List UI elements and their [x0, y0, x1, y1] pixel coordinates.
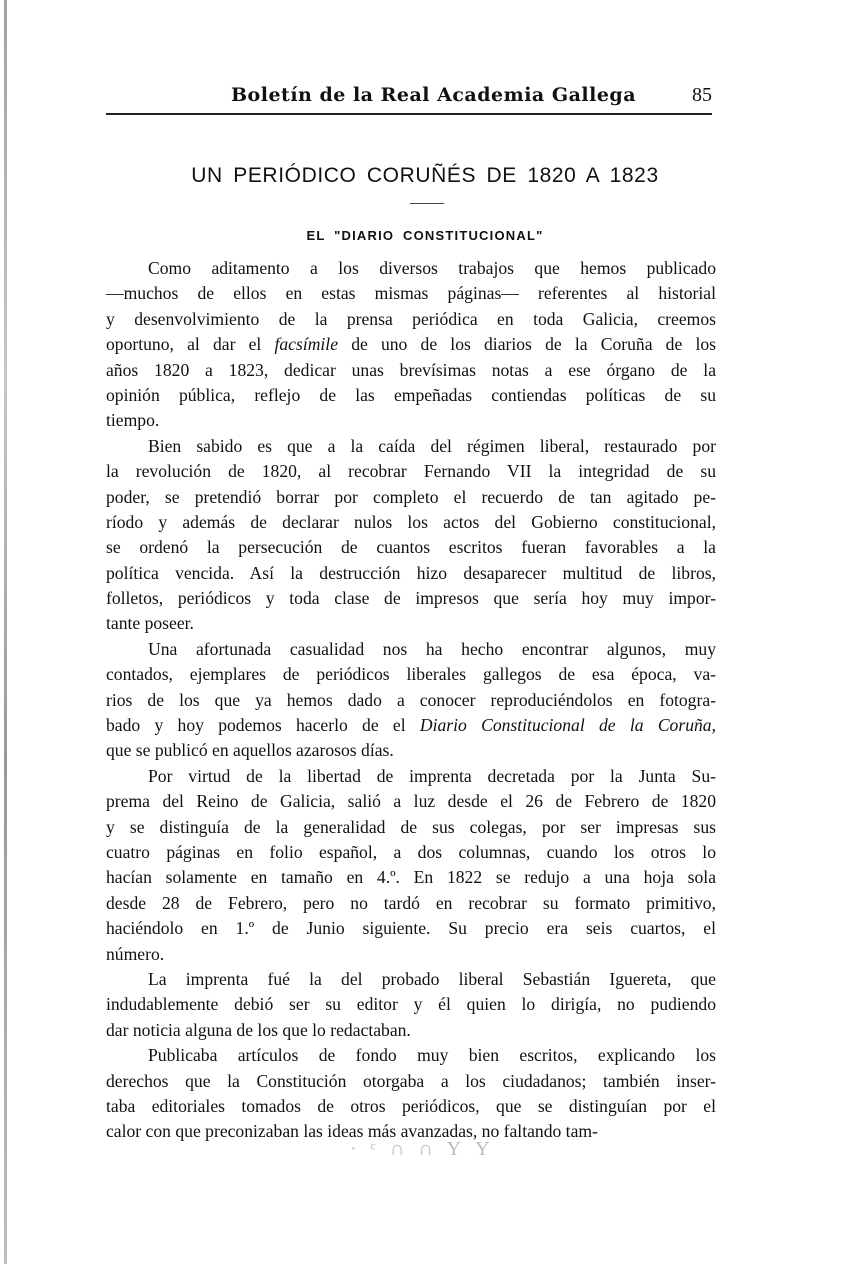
text-segment: derechos que la Constitución otorgaba a los ciudadanos; también inser- — [106, 1070, 716, 1091]
text-segment: rios de los que ya hemos dado a conocer reproduciéndolos en fotogra- — [106, 689, 716, 710]
text-line — [106, 1043, 716, 1068]
text-segment: que se publicó en aquellos azarosos días. — [106, 740, 394, 761]
text-line — [106, 281, 716, 306]
text-line — [106, 1094, 716, 1119]
text-line — [106, 865, 716, 890]
text-segment: prema del Reino de Galicia, salió a luz desde el 26 de Febrero de 1820 — [106, 791, 716, 812]
text-segment: la revolución de 1820, al recobrar Fernando VII la integridad de su — [106, 461, 716, 482]
text-segment: dar noticia alguna de los que lo redactaban. — [106, 1019, 411, 1040]
text-segment: contados, ejemplares de periódicos liberales gallegos de esa época, va- — [106, 664, 716, 685]
text-line — [106, 764, 716, 789]
text-line — [106, 535, 716, 560]
text-line — [106, 611, 716, 636]
text-segment: Por virtud de la libertad de imprenta decretada por la Junta Su- — [148, 765, 716, 786]
text-line — [106, 1069, 716, 1094]
text-line — [106, 408, 716, 433]
text-segment: indudablemente debió ser su editor y él quien lo dirigía, no pudiendo — [106, 994, 716, 1015]
paragraph — [106, 764, 716, 967]
text-segment: tiempo. — [106, 410, 160, 431]
text-line — [106, 688, 716, 713]
text-segment: Como aditamento a los diversos trabajos que hemos publicado — [148, 258, 716, 278]
article-body — [106, 256, 716, 1145]
text-line — [106, 1018, 716, 1043]
text-segment: bado y hoy podemos hacerlo de el — [106, 715, 420, 736]
text-segment: taba editoriales tomados de otros periódicos, que se distinguían por el — [106, 1095, 716, 1116]
paragraph — [106, 637, 716, 764]
text-segment: y se distinguía de la generalidad de sus colegas, por ser impresas sus — [106, 816, 716, 837]
text-segment: años 1820 a 1823, dedicar unas brevísimas notas a ese órgano de la — [106, 359, 716, 380]
text-line — [106, 738, 716, 763]
text-segment: política vencida. Así la destrucción hizo desaparecer multitud de libros, — [106, 562, 716, 583]
text-line — [106, 358, 716, 383]
text-segment: ríodo y además de declarar nulos los actos del Gobierno constitucional, — [106, 511, 716, 532]
header-rule — [106, 113, 712, 115]
text-line — [106, 332, 716, 357]
text-segment: Una afortunada casualidad nos ha hecho encontrar algunos, muy — [148, 638, 716, 659]
text-segment: oportuno, al dar el — [106, 334, 275, 355]
italic-text: facsímile — [274, 334, 339, 355]
paragraph — [106, 967, 716, 1043]
text-segment: calor con que preconizaban las ideas más avanzadas, no faltando tam- — [106, 1121, 598, 1142]
text-line — [106, 942, 716, 967]
text-line — [106, 586, 716, 611]
italic-text: Diario Constitucional de la Coruña, — [419, 715, 716, 736]
paragraph — [106, 434, 716, 637]
faint-stamp: ·ᶜ∩∩ΥΥ — [350, 1138, 504, 1160]
text-segment: tante poseer. — [106, 613, 194, 634]
text-segment: opinión pública, reflejo de las empeñadas contiendas políticas de su — [106, 384, 716, 405]
text-line — [106, 789, 716, 814]
text-line — [106, 992, 716, 1017]
text-line — [106, 307, 716, 332]
text-line — [106, 561, 716, 586]
text-line — [106, 967, 716, 992]
text-line — [106, 662, 716, 687]
text-segment: La imprenta fué la del probado liberal Sebastián Iguereta, que — [148, 968, 716, 989]
text-segment: hacían solamente en tamaño en 4.º. En 1822 se redujo a una hoja sola — [106, 867, 716, 888]
text-line — [106, 815, 716, 840]
text-line — [106, 434, 716, 459]
text-segment: haciéndolo en 1.º de Junio siguiente. Su precio era seis cuartos, el — [106, 918, 716, 939]
text-segment: —muchos de ellos en estas mismas páginas— referentes al historial — [106, 283, 716, 304]
text-line — [106, 256, 716, 281]
text-line — [106, 383, 716, 408]
text-line — [106, 916, 716, 941]
page-number: 85 — [692, 84, 712, 106]
text-segment: cuatro páginas en folio español, a dos columnas, cuando los otros lo — [106, 841, 716, 862]
text-line — [106, 485, 716, 510]
scan-edge — [4, 0, 7, 1264]
text-segment: Bien sabido es que a la caída del régimen liberal, restaurado por — [148, 435, 716, 456]
page-header — [106, 82, 712, 112]
paragraph — [106, 1043, 716, 1145]
text-line — [106, 713, 716, 738]
text-segment: desde 28 de Febrero, pero no tardó en recobrar su formato primitivo, — [106, 892, 716, 913]
text-line — [106, 840, 716, 865]
text-segment: poder, se pretendió borrar por completo el recuerdo de tan agitado pe- — [106, 486, 716, 507]
text-segment: Publicaba artículos de fondo muy bien escritos, explicando los — [148, 1045, 716, 1066]
text-line — [106, 459, 716, 484]
text-segment: se ordenó la persecución de cuantos escritos fueran favorables a la — [106, 537, 716, 558]
running-title: Boletín de la Real Academia Gallega — [231, 84, 637, 106]
text-line — [106, 510, 716, 535]
text-line — [106, 891, 716, 916]
article-subtitle: EL "DIARIO CONSTITUCIONAL" — [306, 228, 544, 243]
title-divider — [410, 203, 444, 204]
article-title: UN PERIÓDICO CORUÑÉS DE 1820 A 1823 — [191, 164, 659, 187]
text-segment: folletos, periódicos y toda clase de impresos que sería hoy muy impor- — [106, 588, 716, 609]
text-line — [106, 637, 716, 662]
text-segment: y desenvolvimiento de la prensa periódica en toda Galicia, creemos — [106, 308, 716, 329]
text-segment: de uno de los diarios de la Coruña de los — [338, 334, 716, 355]
text-segment: número. — [106, 943, 165, 964]
paragraph — [106, 256, 716, 434]
